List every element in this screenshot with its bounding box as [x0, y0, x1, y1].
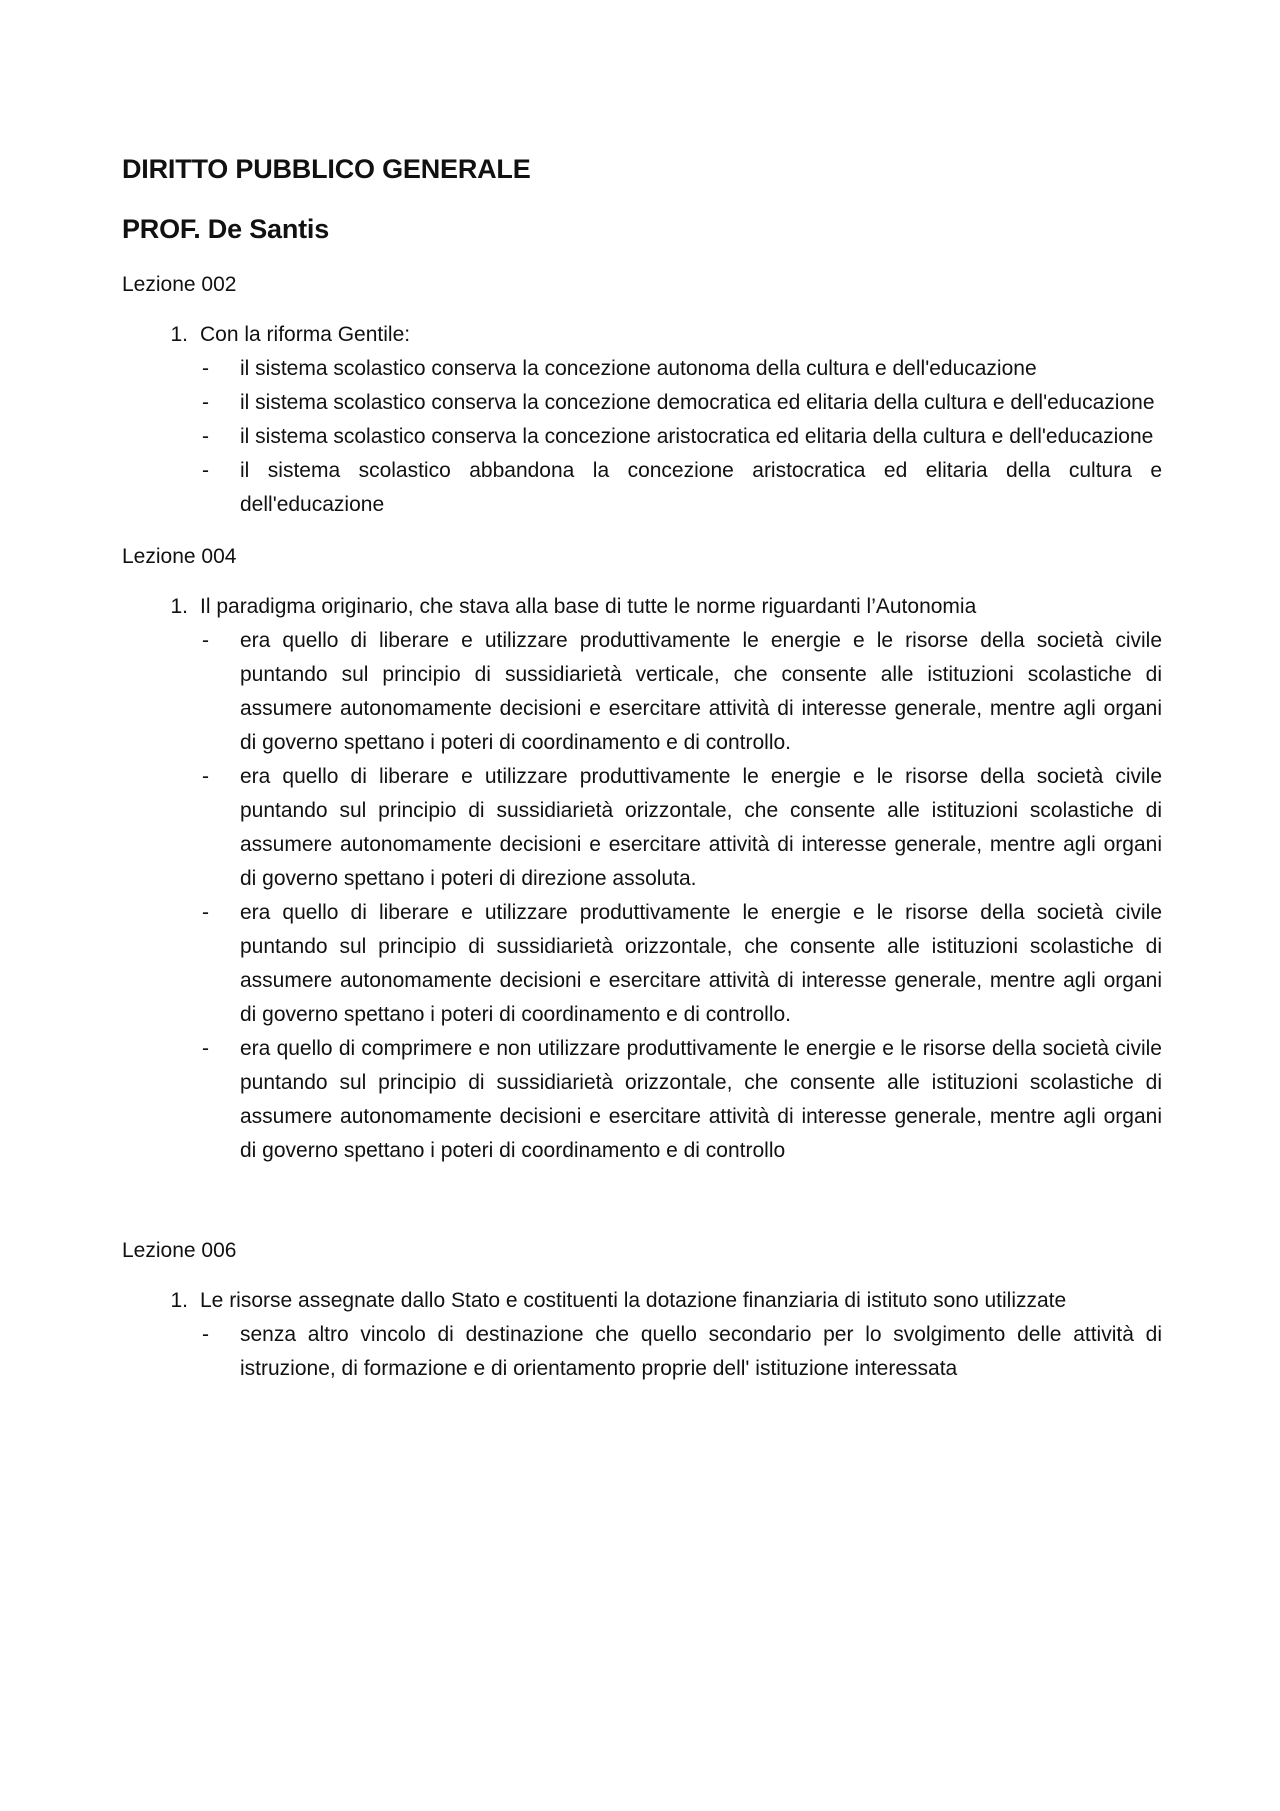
answer-option-text: era quello di comprimere e non utilizzare produttivamente le energie e le risorse della società civile puntando sul principio di sussidiarietà orizzontale, che consente alle istituzioni scolastiche di assumere autonomamente decisioni e esercitare attività di interesse generale, mentre agli organi di governo spettano i poteri di coordinamento e di controllo [240, 1037, 1162, 1162]
answer-option-text: senza altro vincolo di destinazione che quello secondario per lo svolgimento delle attività di istruzione, di formazione e di orientamento proprie dell' istituzione interessata [240, 1323, 1162, 1380]
answer-option-text: era quello di liberare e utilizzare produttivamente le energie e le risorse della società civile puntando sul principio di sussidiarietà verticale, che consente alle istituzioni scolastiche di assumere autonomamente decisioni e esercitare attività di interesse generale, mentre agli organi di governo spettano i poteri di coordinamento e di controllo. [240, 629, 1162, 754]
professor-name: PROF. De Santis [122, 214, 330, 244]
bullet-dash: - [202, 1037, 209, 1060]
question-number: 1. [170, 595, 188, 618]
answer-options [122, 1318, 1162, 1386]
bullet-dash: - [202, 425, 209, 448]
answer-option [200, 760, 1162, 896]
answer-option [200, 624, 1162, 760]
answer-option [200, 454, 1162, 522]
answer-option-text: il sistema scolastico abbandona la concezione aristocratica ed elitaria della cultura e dell'educazione [240, 459, 1162, 516]
question [122, 1284, 1162, 1318]
question-number: 1. [170, 323, 188, 346]
answer-option-text: era quello di liberare e utilizzare produttivamente le energie e le risorse della società civile puntando sul principio di sussidiarietà orizzontale, che consente alle istituzioni scolastiche di assumere autonomamente decisioni e esercitare attività di interesse generale, mentre agli organi di governo spettano i poteri di direzione assoluta. [240, 765, 1162, 890]
bullet-dash: - [202, 1323, 209, 1346]
answer-option [200, 896, 1162, 1032]
document-title: DIRITTO PUBBLICO GENERALE [122, 154, 531, 184]
answer-option [200, 1032, 1162, 1168]
bullet-dash: - [202, 357, 209, 380]
question [122, 318, 1162, 352]
answer-option-text: era quello di liberare e utilizzare produttivamente le energie e le risorse della società civile puntando sul principio di sussidiarietà orizzontale, che consente alle istituzioni scolastiche di assumere autonomamente decisioni e esercitare attività di interesse generale, mentre agli organi di governo spettano i poteri di coordinamento e di controllo. [240, 901, 1162, 1026]
question-text: Con la riforma Gentile: [200, 323, 411, 346]
lesson-label: Lezione 002 [122, 273, 237, 296]
question-number: 1. [170, 1289, 188, 1312]
answer-option [200, 352, 1162, 386]
bullet-dash: - [202, 765, 209, 788]
question [122, 590, 1162, 624]
lesson-section [122, 268, 1162, 522]
lesson-label: Lezione 004 [122, 545, 237, 568]
bullet-dash: - [202, 391, 209, 414]
lesson-section [122, 1234, 1162, 1386]
answer-option [200, 1318, 1162, 1386]
answer-option-text: il sistema scolastico conserva la concezione democratica ed elitaria della cultura e dell'educazione [240, 391, 1155, 414]
bullet-dash: - [202, 901, 209, 924]
question-text: Il paradigma originario, che stava alla base di tutte le norme riguardanti l’Autonomia [200, 595, 977, 618]
question-text: Le risorse assegnate dallo Stato e costituenti la dotazione finanziaria di istituto sono utilizzate [200, 1289, 1067, 1312]
answer-options [122, 624, 1162, 1168]
answer-options [122, 352, 1162, 522]
lesson-section [122, 540, 1162, 1168]
lesson-label: Lezione 006 [122, 1239, 237, 1262]
answer-option-text: il sistema scolastico conserva la concezione aristocratica ed elitaria della cultura e dell'educazione [240, 425, 1154, 448]
answer-option-text: il sistema scolastico conserva la concezione autonoma della cultura e dell'educazione [240, 357, 1037, 380]
answer-option [200, 420, 1162, 454]
bullet-dash: - [202, 629, 209, 652]
answer-option [200, 386, 1162, 420]
bullet-dash: - [202, 459, 209, 482]
